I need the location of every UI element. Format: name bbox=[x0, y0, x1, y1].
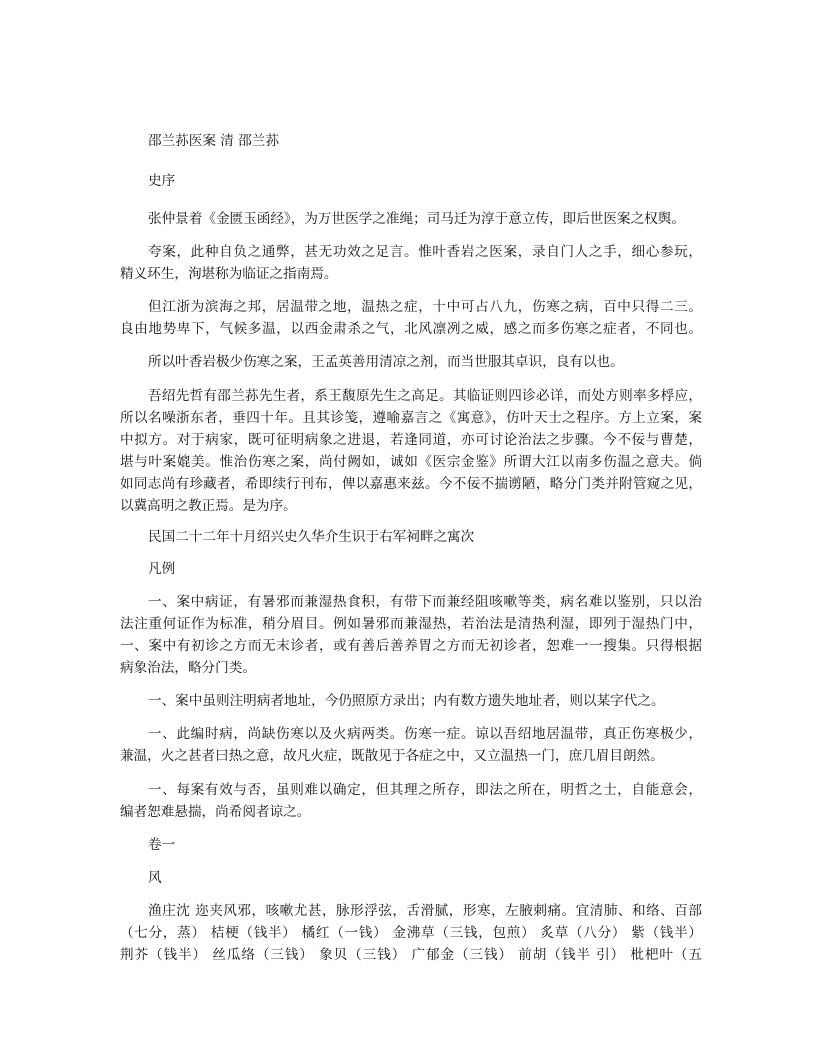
fanli-item-1-line-3: 一、案中有初诊之方而无末诊者，或有善后善养胃之方而无初诊者，恕难一一搜集。只得根据 bbox=[120, 638, 702, 654]
case-1-line-2: （七分，蒸） 桔梗（钱半） 橘红（一钱） 金沸草（三钱，包煎） 炙草（八分） 紫（钱半） bbox=[120, 925, 702, 941]
preface-paragraph-5-line-6: 以冀高明之教正焉。是为序。 bbox=[120, 498, 297, 514]
fanli-item-3-line-2: 兼温，火之甚者曰热之意，故凡火症，既散见于各症之中，又立温热一门，庶几眉目朗然。 bbox=[120, 748, 664, 764]
preface-signature: 民国二十二年十月绍兴史久华介生识于右军祠畔之寓次 bbox=[148, 529, 475, 545]
fanli-item-1-line-2: 法注重何证作为标准，稍分眉目。例如暑邪而兼湿热，若治法是清热利湿，即列于湿热门中， bbox=[120, 616, 702, 632]
fanli-item-1-line-1: 一、案中病证，有暑邪而兼湿热食积，有带下而兼经阻咳嗽等类，病名难以鉴别，只以治 bbox=[148, 594, 702, 610]
preface-paragraph-4: 所以叶香岩极少伤寒之案，王孟英善用清凉之剂，而当世服其卓识，良有以也。 bbox=[148, 354, 624, 370]
fanli-item-4-line-2: 编者恕难悬揣，尚希阅者谅之。 bbox=[120, 804, 311, 820]
preface-paragraph-3-line-2: 良由地势卑下，气候多温，以西金肃杀之气，北风凛冽之威，感之而多伤寒之症者，不同也。 bbox=[120, 321, 702, 337]
juan-heading: 卷一 bbox=[148, 837, 176, 853]
case-1-line-3: 荆芥（钱半） 丝瓜络（三钱） 象贝（三钱） 广郁金（三钱） 前胡（钱半 引） 枇杷叶（五 bbox=[120, 947, 702, 963]
case-1-line-1: 渔庄沈 迩夹风邪，咳嗽尤甚，脉形浮弦，舌滑腻，形寒，左腋刺痛。宜清肺、和络、百部 bbox=[148, 903, 702, 919]
preface-heading: 史序 bbox=[148, 173, 176, 189]
fanli-item-1-line-4: 病象治法，略分门类。 bbox=[120, 660, 256, 676]
fanli-item-2: 一、案中虽则注明病者地址，今仍照原方录出；内有数方遗失地址者，则以某字代之。 bbox=[148, 693, 665, 709]
preface-paragraph-2-line-2: 精义环生，洵堪称为临证之指南焉。 bbox=[120, 266, 338, 282]
preface-paragraph-5-line-4: 堪与叶案媲美。惟治伤寒之案，尚付阙如，诚如《医宗金鉴》所谓大江以南多伤温之意夫。倘 bbox=[120, 454, 702, 470]
fanli-item-4-line-1: 一、每案有效与否，虽则难以确定，但其理之所存，即法之所在，明哲之士，自能意会， bbox=[148, 782, 702, 798]
preface-paragraph-5-line-2: 所以名噪浙东者，垂四十年。且其诊笺，遵喻嘉言之《寓意》，仿叶天士之程序。方上立案，案 bbox=[120, 410, 702, 426]
preface-paragraph-5-line-3: 中拟方。对于病家，既可征明病象之进退，若逢同道，亦可讨论治法之步骤。今不佞与曹楚， bbox=[120, 432, 702, 448]
feng-heading: 风 bbox=[148, 870, 162, 886]
preface-paragraph-2-line-1: 夸案，此种自负之通弊，甚无功效之足言。惟叶香岩之医案，录自门人之手，细心参玩， bbox=[148, 244, 702, 260]
document-title: 邵兰荪医案 清 邵兰荪 bbox=[148, 133, 279, 149]
fanli-item-3-line-1: 一、此编时病，尚缺伤寒以及火病两类。伤寒一症。谅以吾绍地居温带，真正伤寒极少， bbox=[148, 726, 702, 742]
preface-paragraph-3-line-1: 但江浙为滨海之邦，居温带之地，温热之症，十中可占八九，伤寒之病，百中只得二三。 bbox=[148, 299, 702, 315]
fanli-heading: 凡例 bbox=[148, 561, 176, 577]
preface-paragraph-1: 张仲景着《金匮玉函经》，为万世医学之准绳；司马迁为淳于意立传，即后世医案之权舆。 bbox=[148, 211, 685, 227]
preface-paragraph-5-line-5: 如同志尚有珍藏者，希即续行刊布，俾以嘉惠来兹。今不佞不揣谫陋，略分门类并附管窥之见， bbox=[120, 476, 702, 492]
preface-paragraph-5-line-1: 吾绍先哲有邵兰荪先生者，系王馥原先生之高足。其临证则四诊必详，而处方则率多桴应， bbox=[148, 388, 702, 404]
